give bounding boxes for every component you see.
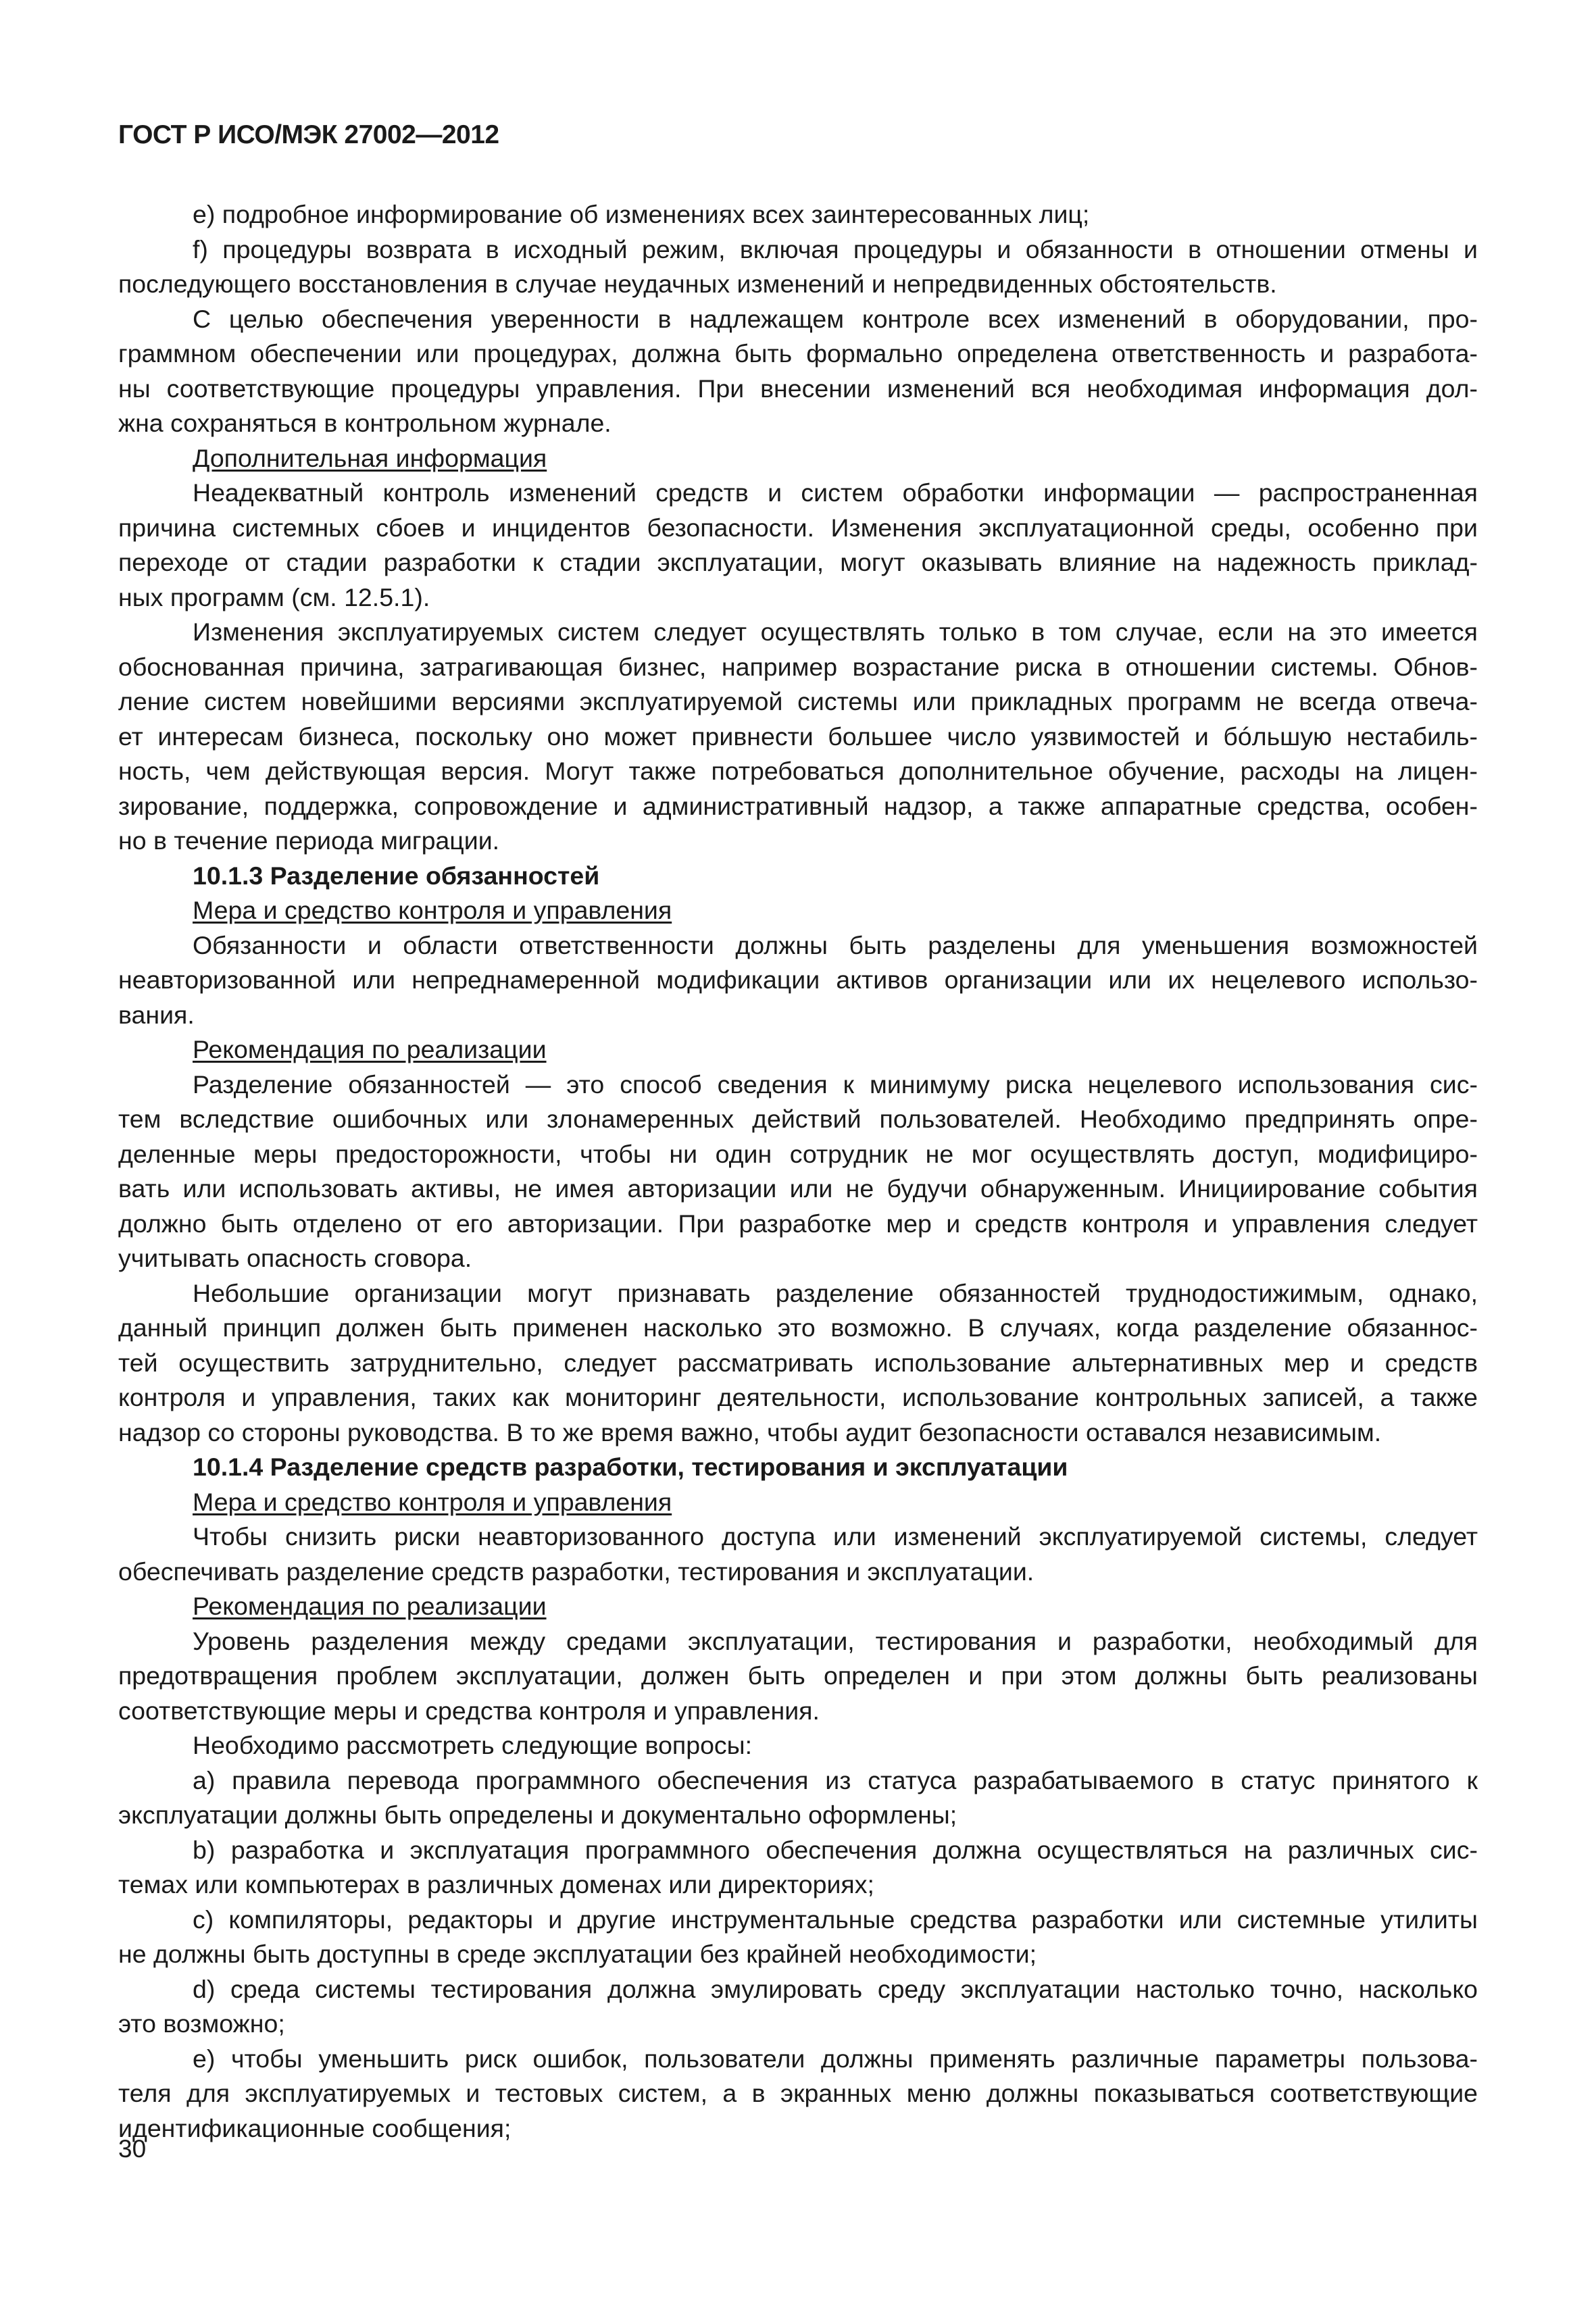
- text-line: это возможно;: [118, 2009, 285, 2038]
- paragraph: [118, 1067, 1478, 1276]
- subsection-label: Дополнительная информация: [193, 443, 547, 472]
- list-item: [118, 1763, 1478, 1833]
- list-item: [118, 1972, 1478, 2042]
- document-header: ГОСТ Р ИСО/МЭК 27002—2012: [118, 120, 499, 149]
- text-line: зирование, поддержка, сопровождение и административный надзор, а также аппаратные средства, особен-: [118, 791, 1478, 820]
- text-line: обеспечивать разделение средств разработки, тестирования и эксплуатации.: [118, 1557, 1034, 1586]
- paragraph: [118, 1519, 1478, 1589]
- subsection-label: Рекомендация по реализации: [193, 1035, 547, 1063]
- text-line: тем вследствие ошибочных или злонамеренных действий пользователей. Необходимо предпринять опре-: [118, 1105, 1478, 1133]
- text-line: Небольшие организации могут признавать разделение обязанностей труднодостижимым, однако,: [193, 1278, 1478, 1307]
- text-line: С целью обеспечения уверенности в надлежащем контроле всех изменений в оборудовании, про-: [193, 304, 1478, 333]
- text-line: Изменения эксплуатируемых систем следует осуществлять только в том случае, если на это имеется: [193, 618, 1478, 646]
- paragraph: [118, 1276, 1478, 1451]
- list-item: [118, 1833, 1478, 1903]
- text-line: не должны быть доступны в среде эксплуатации без крайней необходимости;: [118, 1940, 1037, 1968]
- text-line: вать или использовать активы, не имея авторизации или не будучи обнаруженным. Инициирование события: [118, 1174, 1478, 1203]
- text-line: граммном обеспечении или процедурах, должна быть формально определена ответственность и разработа-: [118, 339, 1478, 368]
- paragraph: [118, 615, 1478, 859]
- paragraph: [118, 1624, 1478, 1729]
- text-line: Обязанности и области ответственности должны быть разделены для уменьшения возможностей: [193, 930, 1478, 959]
- text-line: вания.: [118, 1000, 195, 1029]
- text-line: е) чтобы уменьшить риск ошибок, пользователи должны применять различные параметры пользова-: [193, 2044, 1478, 2073]
- text-line: деленные меры предосторожности, чтобы ни один сотрудник не мог осуществлять доступ, модифициро-: [118, 1139, 1478, 1168]
- paragraph: [118, 476, 1478, 615]
- text-line: но в течение периода миграции.: [118, 826, 500, 855]
- text-line: переходе от стадии разработки к стадии эксплуатации, могут оказывать влияние на надежность приклад-: [118, 548, 1478, 576]
- text-line: b) разработка и эксплуатация программного обеспечения должна осуществляться на различных сис-: [193, 1835, 1478, 1864]
- paragraph: [118, 197, 1478, 232]
- text-line: ет интересам бизнеса, поскольку оно может привнести большее число уязвимостей и бóльшую нестабиль-: [118, 722, 1478, 751]
- list-item: [118, 2042, 1478, 2146]
- page-number: 30: [118, 2135, 147, 2163]
- text-line: Чтобы снизить риски неавторизованного доступа или изменений эксплуатируемой системы, следует: [193, 1522, 1478, 1551]
- text-line: тей осуществить затруднительно, следует рассматривать использование альтернативных мер и средств: [118, 1348, 1478, 1377]
- text-line: жна сохраняться в контрольном журнале.: [118, 409, 612, 437]
- text-line: ных программ (см. 12.5.1).: [118, 582, 430, 611]
- subsection-label: Рекомендация по реализации: [193, 1592, 547, 1620]
- text-line: Разделение обязанностей — это способ сведения к минимуму риска нецелевого использования сис-: [193, 1070, 1478, 1099]
- text-line: должно быть отделено от его авторизации. При разработке мер и средств контроля и управления следует: [118, 1209, 1478, 1238]
- text-line: f) процедуры возврата в исходный режим, включая процедуры и обязанности в отношении отмены и: [193, 234, 1478, 263]
- paragraph: [118, 302, 1478, 441]
- list-item: [118, 1903, 1478, 1972]
- text-line: ность, чем действующая версия. Могут также потребоваться дополнительное обучение, расходы на лицен-: [118, 757, 1478, 785]
- text-line: надзор со стороны руководства. В то же время важно, чтобы аудит безопасности оставался независимым.: [118, 1417, 1382, 1447]
- paragraph: [118, 928, 1478, 1033]
- text-line: с) компиляторы, редакторы и другие инструментальные средства разработки или системные утилиты: [193, 1905, 1478, 1934]
- text-line: контроля и управления, таких как мониторинг деятельности, использование контрольных записей, а также: [118, 1383, 1478, 1411]
- text-line: обоснованная причина, затрагивающая бизнес, например возрастание риска в отношении системы. Обнов-: [118, 652, 1478, 681]
- paragraph: [118, 1728, 1478, 1763]
- text-line: d) среда системы тестирования должна эмулировать среду эксплуатации настолько точно, насколько: [193, 1974, 1478, 2003]
- paragraph: [118, 232, 1478, 302]
- text-line: соответствующие меры и средства контроля и управления.: [118, 1696, 820, 1725]
- text-line: причина системных сбоев и инцидентов безопасности. Изменения эксплуатационной среды, особенно при: [118, 513, 1478, 542]
- text-line: ление систем новейшими версиями эксплуатируемой системы или прикладных программ не всегда отвеча-: [118, 687, 1478, 715]
- text-line: ны соответствующие процедуры управления. При внесении изменений вся необходимая информация дол-: [118, 374, 1478, 403]
- text-line: теля для эксплуатируемых и тестовых систем, а в экранных меню должны показываться соответствующие: [118, 2079, 1478, 2107]
- text-line: а) правила перевода программного обеспечения из статуса разрабатываемого в статус принятого к: [193, 1765, 1478, 1794]
- text-line: неавторизованной или непреднамеренной модификации активов организации или их нецелевого использо-: [118, 965, 1478, 994]
- text-line: темах или компьютерах в различных доменах или директориях;: [118, 1870, 874, 1898]
- subsection-label: Мера и средство контроля и управления: [193, 896, 672, 924]
- text-line: последующего восстановления в случае неудачных изменений и непредвиденных обстоятельств.: [118, 270, 1277, 298]
- text-line: учитывать опасность сговора.: [118, 1244, 472, 1272]
- text-line: данный принцип должен быть применен насколько это возможно. В случаях, когда разделение обязаннос-: [118, 1313, 1478, 1342]
- text-line: Уровень разделения между средами эксплуатации, тестирования и разработки, необходимый для: [193, 1626, 1478, 1655]
- section-heading: 10.1.3 Разделение обязанностей: [193, 861, 600, 890]
- text-line: идентификационные сообщения;: [118, 2113, 512, 2142]
- subsection-label: Мера и средство контроля и управления: [193, 1487, 672, 1516]
- text-line: эксплуатации должны быть определены и документально оформлены;: [118, 1801, 957, 1829]
- section-heading: 10.1.4 Разделение средств разработки, тестирования и эксплуатации: [193, 1453, 1068, 1481]
- text-line: предотвращения проблем эксплуатации, должен быть определен и при этом должны быть реализованы: [118, 1661, 1478, 1690]
- document-body: [118, 197, 1478, 2146]
- text-line: Неадекватный контроль изменений средств и систем обработки информации — распространенная: [193, 478, 1478, 507]
- text-line: Необходимо рассмотреть следующие вопросы:: [193, 1731, 753, 1759]
- text-line: е) подробное информирование об изменениях всех заинтересованных лиц;: [193, 200, 1090, 228]
